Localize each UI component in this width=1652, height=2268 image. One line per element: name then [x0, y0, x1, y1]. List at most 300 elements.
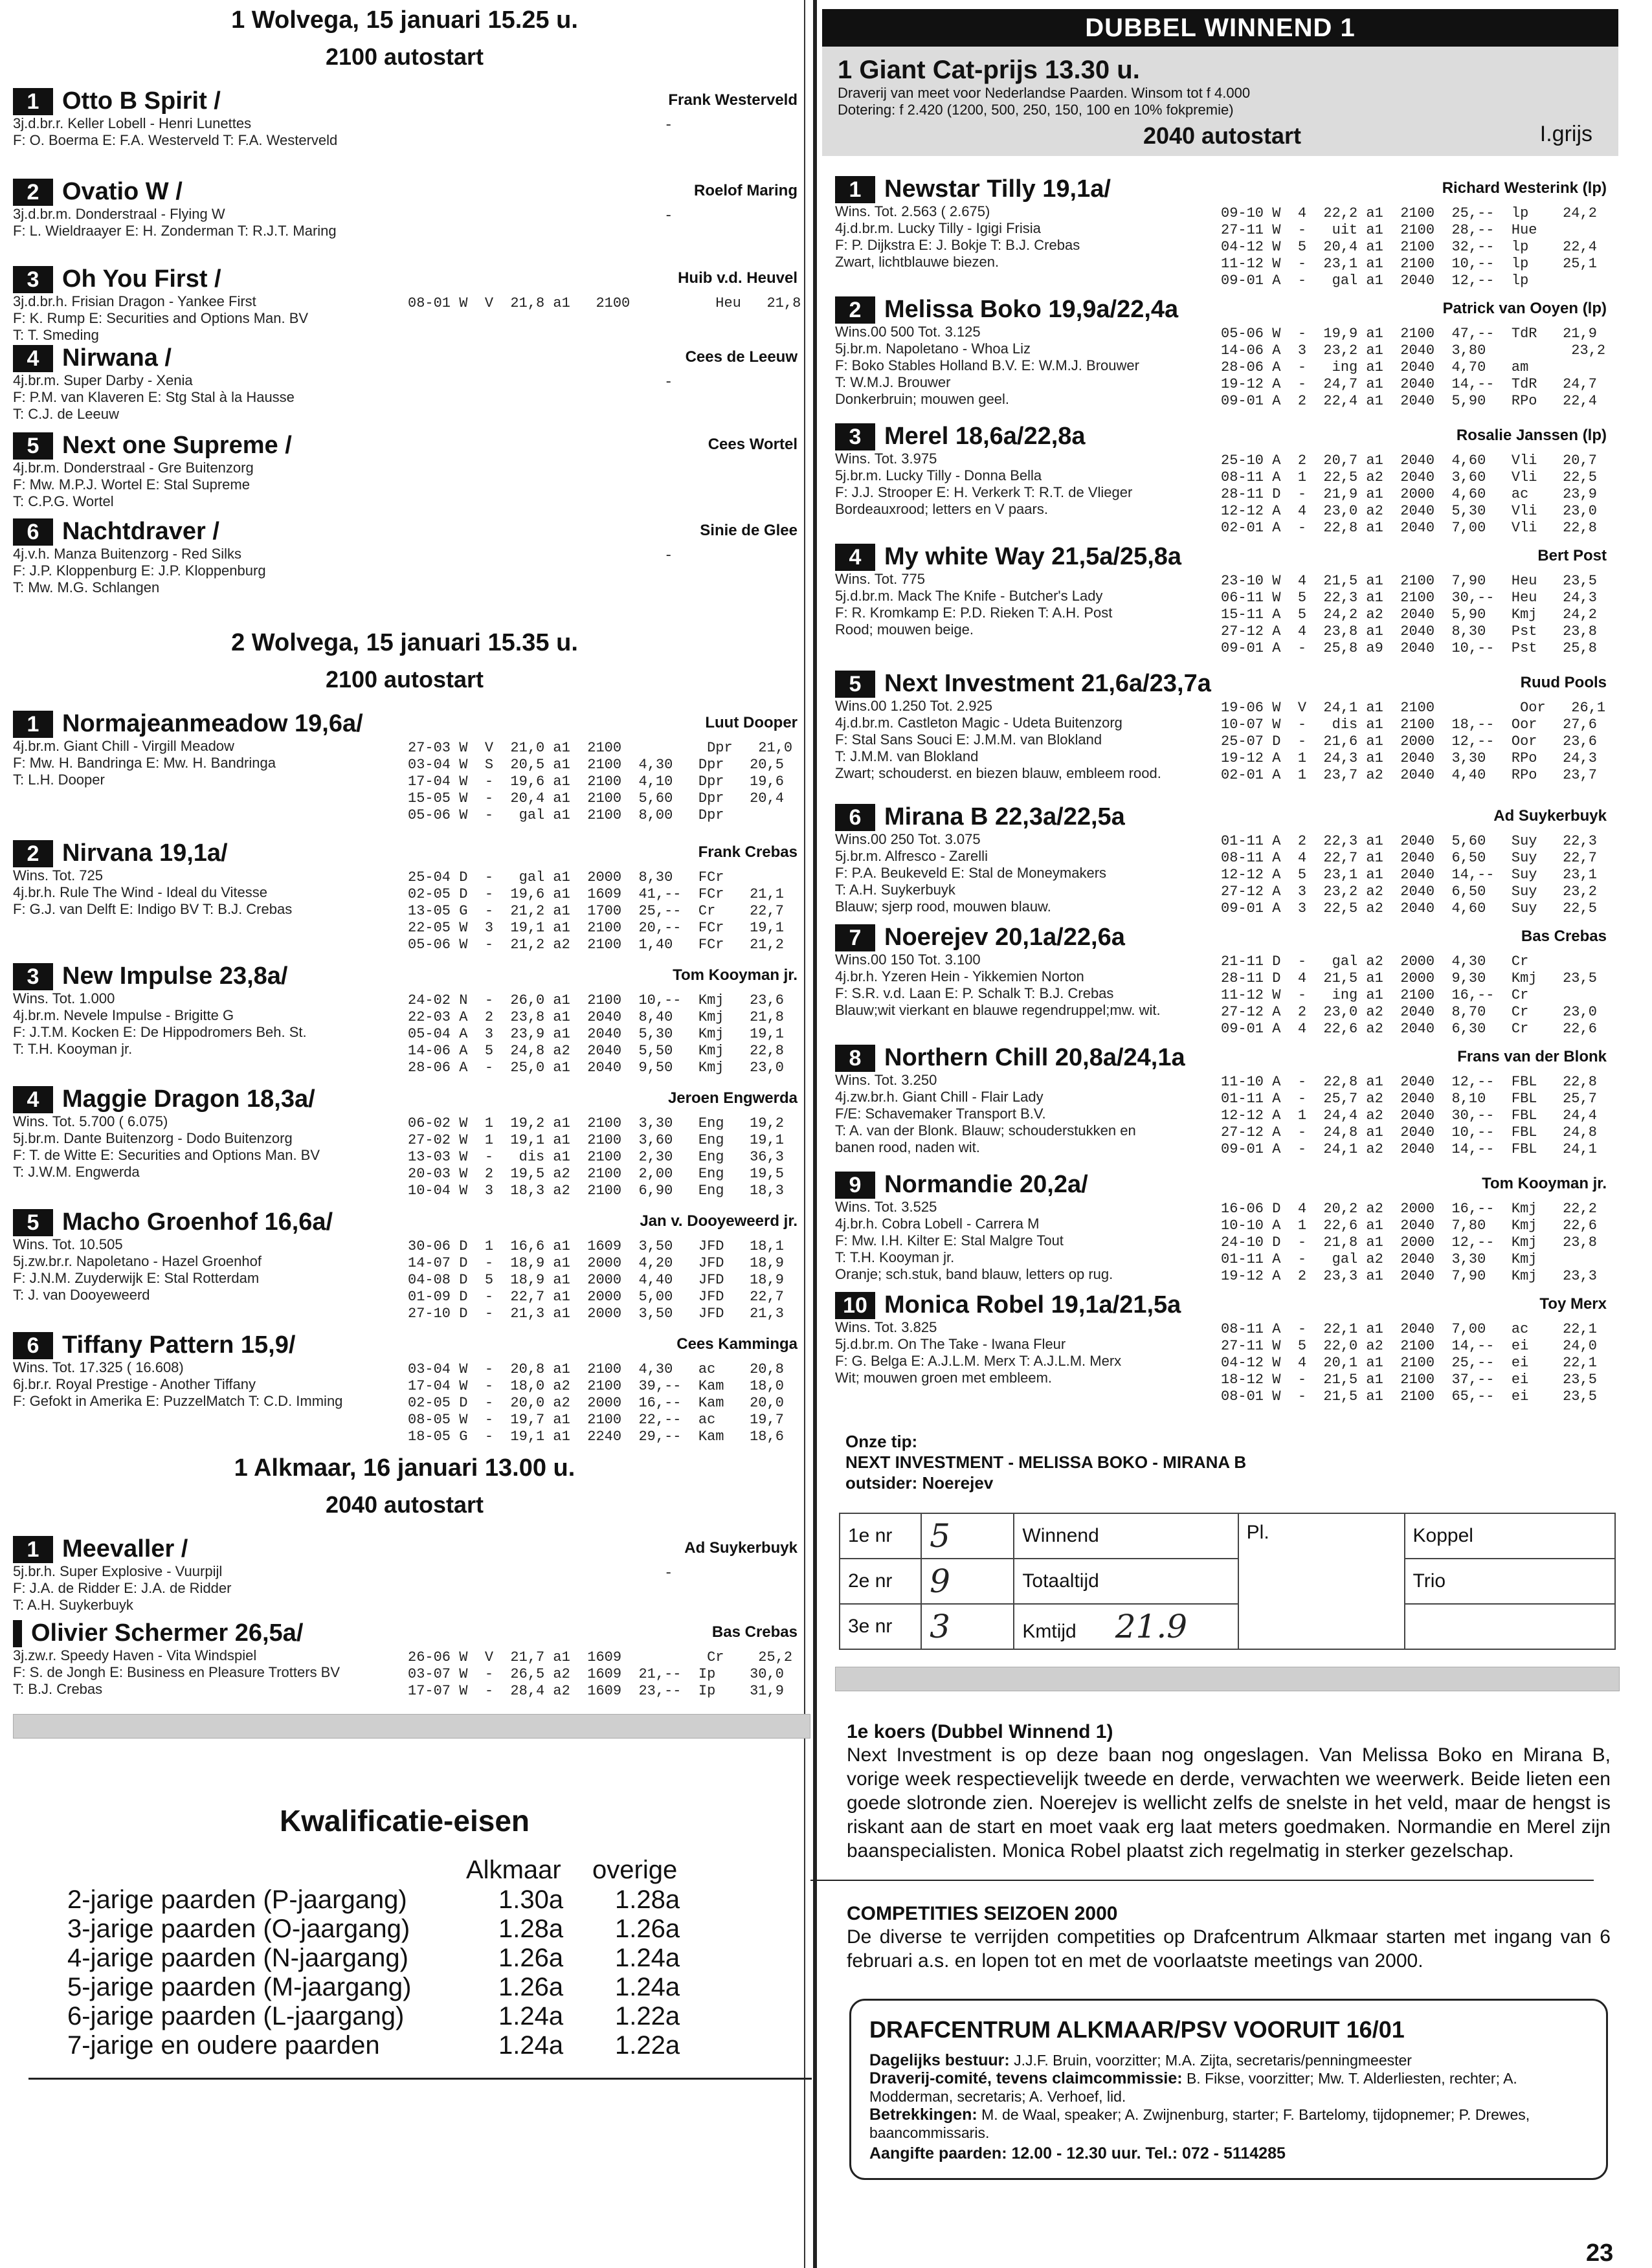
horse-entry	[0, 1619, 809, 1710]
horse-info-line: Wins. Tot. 725	[13, 867, 103, 884]
horse-info-line: Wins.00 1.250 Tot. 2.925	[835, 698, 992, 714]
race-results: 25-10 A 2 20,7 a1 2040 4,60 Vli 20,7 08-11 A 1 22,5 a2 2040 3,60 Vli 22,5 28-11 D - 21,9 a1 2000 4,60 ac 23,9 12-12 A 4 23,0 a2 2040 5,30 Vli 23,0 02-01 A - 22,8 a1 2040 7,00 Vli 22,8	[1221, 452, 1597, 536]
horse-info-line: 5j.br.m. Dante Buitenzorg - Dodo Buitenzorg	[13, 1130, 293, 1146]
driver-name: Toy Merx	[1539, 1295, 1607, 1313]
race-section	[0, 615, 809, 1454]
section-divider-bar	[835, 1667, 1620, 1691]
horse-name: Oh You First /	[62, 265, 221, 293]
horse-name-row	[13, 839, 809, 867]
driver-name: Bas Crebas	[1521, 928, 1607, 945]
right-column	[822, 0, 1618, 2267]
horse-info-line: F: Stal Sans Souci E: J.M.M. van Blokland	[835, 731, 1102, 748]
bet-cell[interactable]	[1238, 1513, 1405, 1649]
horse-info	[835, 951, 1223, 1019]
bet-label: 2e nr	[848, 1570, 893, 1592]
horse-entry	[822, 175, 1618, 296]
horse-entry	[0, 839, 809, 962]
start-number-badge: 1	[13, 1536, 53, 1563]
horse-info-line: T: T.H. Kooyman jr.	[13, 1041, 133, 1057]
horse-info	[13, 460, 414, 510]
horse-info-line: Wins.00 500 Tot. 3.125	[835, 324, 981, 340]
club-info-label: Betrekkingen:	[869, 2106, 977, 2124]
horse-name: Nirwana /	[62, 344, 172, 372]
overige-time: 1.28a	[615, 1885, 680, 1914]
bet-label: Koppel	[1412, 1525, 1473, 1546]
horse-name: Macho Groenhof 16,6a/	[62, 1208, 333, 1236]
driver-name: Sinie de Glee	[700, 522, 798, 539]
club-info-line	[869, 2051, 1588, 2069]
age-class: 3-jarige paarden (O-jaargang)	[67, 1915, 410, 1943]
race-results: 30-06 D 1 16,6 a1 1609 3,50 JFD 18,1 14-07 D - 18,9 a1 2000 4,20 JFD 18,9 04-08 D 5 18,9 a1 2000 4,40 JFD 18,9 01-09 D - 22,7 a1 2000 5,00 JFD 22,7 27-10 D - 21,3 a1 2000 3,50 JFD 21,3	[408, 1238, 784, 1322]
horse-entry	[0, 962, 809, 1085]
horse-info-line: F/E: Schavemaker Transport B.V.	[835, 1106, 1046, 1122]
horse-entry	[822, 423, 1618, 543]
race-results: -	[408, 1565, 673, 1581]
column-divider	[813, 0, 817, 2268]
driver-name: Cees Kamminga	[676, 1335, 798, 1353]
horse-info-line: Wins. Tot. 1.000	[13, 990, 115, 1006]
horse-info-line: Wins. Tot. 3.250	[835, 1072, 937, 1088]
driver-name: Jeroen Engwerda	[667, 1089, 798, 1107]
horse-name-row	[13, 518, 809, 546]
bet-label: Trio	[1412, 1570, 1446, 1592]
horse-entry	[0, 265, 809, 344]
bet-row	[840, 1559, 1615, 1604]
horse-entry	[0, 344, 809, 432]
race-results: -	[408, 117, 673, 133]
horse-info	[835, 324, 1223, 408]
bet-row	[840, 1604, 1615, 1649]
horse-info-line: F: Mw. H. Bandringa E: Mw. H. Bandringa	[13, 755, 276, 771]
bet-cell[interactable]	[921, 1513, 1014, 1559]
start-number-badge: 6	[13, 518, 53, 546]
horse-entry	[822, 924, 1618, 1044]
horse-info-line: F: P.M. van Klaveren E: Stg Stal à la Hausse	[13, 389, 295, 405]
horse-info-line: Zwart; schouderst. en biezen blauw, embleem rood.	[835, 765, 1161, 781]
horse-info-line: Wins.00 150 Tot. 3.100	[835, 951, 981, 968]
age-class: 7-jarige en oudere paarden	[67, 2031, 380, 2060]
bet-form	[839, 1513, 1616, 1650]
start-number-badge: 3	[835, 423, 875, 450]
horse-info-line: F: G. Belga E: A.J.L.M. Merx T: A.J.L.M. Merx	[835, 1353, 1122, 1369]
horse-name: Next one Supreme /	[62, 432, 292, 459]
race-results: 26-06 W V 21,7 a1 1609 Cr 25,2 03-07 W - 26,5 a2 1609 21,-- Ip 30,0 17-07 W - 28,4 a2 1609 23,-- Ip 31,9	[408, 1649, 793, 1699]
horse-name: New Impulse 23,8a/	[62, 962, 288, 990]
race-results: 09-10 W 4 22,2 a1 2100 25,-- lp 24,2 27-11 W - uit a1 2100 28,-- Hue 04-12 W 5 20,4 a1 2100 32,-- lp 22,4 11-12 W - 23,1 a1 2100 10,-- lp 25,1 09-01 A - gal a1 2040 12,-- lp	[1221, 205, 1597, 289]
horse-entry	[822, 1171, 1618, 1291]
start-number-badge: 4	[13, 1086, 53, 1113]
horse-info-line: 5j.br.m. Alfresco - Zarelli	[835, 848, 988, 864]
horse-name-row	[835, 1291, 1618, 1319]
bet-cell[interactable]	[1405, 1513, 1615, 1559]
horse-info-line: 5j.zw.br.r. Napoletano - Hazel Groenhof	[13, 1253, 262, 1269]
horse-name-row	[835, 543, 1618, 571]
start-number-badge: 6	[13, 1332, 53, 1359]
horse-list	[822, 156, 1618, 1405]
analysis-title: 1e koers (Dubbel Winnend 1)	[847, 1721, 1113, 1742]
alkmaar-time: 1.24a	[498, 2002, 564, 2030]
bet-cell[interactable]	[921, 1604, 1014, 1649]
horse-info-line: 4j.br.h. Rule The Wind - Ideal du Vitesse	[13, 884, 267, 900]
race-analysis	[822, 1691, 1611, 1863]
horse-name: Northern Chill 20,8a/24,1a	[884, 1044, 1185, 1071]
horse-info-line: Blauw;wit vierkant en blauwe regendruppel;mw. wit.	[835, 1002, 1161, 1018]
competition-notice	[822, 1881, 1611, 1973]
alkmaar-time: 1.28a	[498, 1915, 564, 1943]
race-results: 21-11 D - gal a2 2000 4,30 Cr 28-11 D 4 21,5 a1 2000 9,30 Kmj 23,5 11-12 W - ing a1 2100 16,-- Cr 27-12 A 2 23,0 a2 2040 8,70 Cr 23,0 09-01 A 4 22,6 a2 2040 6,30 Cr 22,6	[1221, 953, 1597, 1037]
driver-name: Richard Westerink (lp)	[1442, 179, 1607, 197]
race-header	[822, 47, 1618, 156]
horse-name: Melissa Boko 19,9a/22,4a	[884, 296, 1179, 323]
horse-info	[835, 571, 1223, 638]
tip-line: NEXT INVESTMENT - MELISSA BOKO - MIRANA B	[845, 1452, 1247, 1472]
start-number-badge: 9	[835, 1172, 875, 1199]
bet-label: Winnend	[1022, 1525, 1099, 1546]
bet-row	[840, 1513, 1615, 1559]
race-results: 16-06 D 4 20,2 a2 2000 16,-- Kmj 22,2 10-10 A 1 22,6 a1 2040 7,80 Kmj 22,6 24-10 D - 21,8 a1 2000 12,-- Kmj 23,8 01-11 A - gal a2 2040 3,30 Kmj 19-12 A 2 23,3 a1 2040 7,90 Kmj 23,3	[1221, 1201, 1597, 1284]
horse-name: Maggie Dragon 18,3a/	[62, 1085, 315, 1113]
horse-info-line: 4j.zw.br.h. Giant Chill - Flair Lady	[835, 1089, 1044, 1105]
horse-entry	[0, 178, 809, 265]
race-results: 24-02 N - 26,0 a1 2100 10,-- Kmj 23,6 22-03 A 2 23,8 a1 2040 8,40 Kmj 21,8 05-04 A 3 23,9 a1 2040 5,30 Kmj 19,1 14-06 A 5 24,8 a2 2040 5,50 Kmj 22,8 28-06 A - 25,0 a1 2040 9,50 Kmj 23,0	[408, 992, 784, 1076]
start-number-badge: 1	[13, 711, 53, 738]
driver-name: Bas Crebas	[711, 1623, 798, 1641]
driver-name: Jan v. Dooyeweerd jr.	[640, 1212, 798, 1230]
horse-info-line: F: J.N.M. Zuyderwijk E: Stal Rotterdam	[13, 1270, 260, 1286]
horse-info	[13, 372, 414, 423]
horse-info-line: F: S.R. v.d. Laan E: P. Schalk T: B.J. Crebas	[835, 985, 1114, 1001]
driver-name: Roelof Maring	[694, 182, 798, 199]
horse-info-line: F: K. Rump E: Securities and Options Man. BV	[13, 310, 309, 326]
horse-info-line: T: J.W.M. Engwerda	[13, 1164, 140, 1180]
start-number-badge: 6	[835, 804, 875, 831]
race-results: 06-02 W 1 19,2 a1 2100 3,30 Eng 19,2 27-02 W 1 19,1 a1 2100 3,60 Eng 19,1 13-03 W - dis a1 2100 2,30 Eng 36,3 20-03 W 2 19,5 a2 2100 2,00 Eng 19,5 10-04 W 3 18,3 a2 2100 6,90 Eng 18,3	[408, 1115, 784, 1199]
race-results: 01-11 A 2 22,3 a1 2040 5,60 Suy 22,3 08-11 A 4 22,7 a1 2040 6,50 Suy 22,7 12-12 A 5 23,1 a1 2040 14,-- Suy 23,1 27-12 A 3 23,2 a2 2040 6,50 Suy 23,2 09-01 A 3 22,5 a2 2040 4,60 Suy 22,5	[1221, 833, 1597, 917]
bet-cell[interactable]	[840, 1559, 921, 1604]
horse-name: Nirvana 19,1a/	[62, 839, 228, 867]
driver-name: Cees Wortel	[708, 436, 798, 453]
horse-info-line: Blauw; sjerp rood, mouwen blauw.	[835, 898, 1051, 915]
qualification-row	[0, 1972, 809, 2001]
horse-info-line: Wins. Tot. 3.825	[835, 1319, 937, 1335]
horse-info	[835, 1072, 1223, 1156]
bet-cell[interactable]	[1405, 1559, 1615, 1604]
race-section	[0, 0, 809, 615]
horse-info	[13, 990, 414, 1058]
race-results: 05-06 W - 19,9 a1 2100 47,-- TdR 21,9 14-06 A 3 23,2 a1 2040 3,80 23,2 28-06 A - ing a1 2040 4,70 am 19-12 A - 24,7 a1 2040 14,-- TdR 24,7 09-01 A 2 22,4 a1 2040 5,90 RPo 22,4	[1221, 326, 1606, 409]
horse-info-line: F: G.J. van Delft E: Indigo BV T: B.J. Crebas	[13, 901, 293, 917]
bet-label: 1e nr	[848, 1525, 893, 1546]
bet-cell[interactable]	[840, 1513, 921, 1559]
bet-cell[interactable]	[921, 1559, 1014, 1604]
left-column	[0, 0, 809, 2080]
start-number-badge: 8	[835, 1045, 875, 1072]
horse-entry	[0, 87, 809, 178]
start-number-badge: 4	[13, 345, 53, 372]
horse-info	[13, 1563, 414, 1614]
horse-name: Newstar Tilly 19,1a/	[884, 175, 1111, 203]
race-results: 25-04 D - gal a1 2000 8,30 FCr 02-05 D - 19,6 a1 1609 41,-- FCr 21,1 13-05 G - 21,2 a1 1700 25,-- Cr 22,7 22-05 W 3 19,1 a1 2100 20,-- FCr 19,1 05-06 W - 21,2 a2 2100 1,40 FCr 21,2	[408, 869, 784, 953]
age-class: 6-jarige paarden (L-jaargang)	[67, 2002, 405, 2030]
bet-cell[interactable]	[1014, 1513, 1238, 1559]
horse-info-line: 4j.v.h. Manza Buitenzorg - Red Silks	[13, 546, 241, 562]
horse-info-line: Donkerbruin; mouwen geel.	[835, 391, 1010, 407]
horse-info-line: 5j.d.br.m. On The Take - Iwana Fleur	[835, 1336, 1066, 1352]
driver-name: Ad Suykerbuyk	[1493, 807, 1607, 825]
meeting-title: 2 Wolvega, 15 januari 15.35 u.	[231, 629, 578, 656]
horse-entry	[0, 432, 809, 518]
horse-entry	[822, 296, 1618, 423]
horse-entry	[822, 1044, 1618, 1171]
horse-info-line: F: Gefokt in Amerika E: PuzzelMatch T: C.D. Imming	[13, 1393, 343, 1409]
horse-info	[835, 698, 1223, 782]
horse-info-line: 3j.d.br.r. Keller Lobell - Henri Lunettes	[13, 115, 252, 131]
race-distance: 2100 autostart	[325, 43, 484, 70]
horse-info-line: T: C.P.G. Wortel	[13, 493, 114, 509]
horse-info-line: T: T.H. Kooyman jr.	[835, 1249, 955, 1265]
bet-cell[interactable]	[1014, 1604, 1238, 1649]
driver-name: Frans van der Blonk	[1457, 1048, 1607, 1065]
horse-info-line: F: O. Boerma E: F.A. Westerveld T: F.A. Westerveld	[13, 132, 338, 148]
horse-info-line: 5j.br.m. Napoletano - Whoa Liz	[835, 340, 1031, 357]
driver-name: Cees de Leeuw	[685, 348, 798, 366]
horse-entry	[822, 803, 1618, 924]
age-class: 2-jarige paarden (P-jaargang)	[67, 1885, 407, 1914]
horse-info-line: Rood; mouwen beige.	[835, 621, 974, 638]
race-distance: 2100 autostart	[325, 666, 484, 693]
horse-info-line: Wins. Tot. 2.563 ( 2.675)	[835, 203, 990, 219]
bet-cell[interactable]	[1405, 1604, 1615, 1649]
horse-name: Nachtdraver /	[62, 518, 219, 545]
bet-label: Pl.	[1246, 1522, 1269, 1543]
registration-time: Aangifte paarden: 12.00 - 12.30 uur. Tel.: 072 - 5114285	[869, 2144, 1286, 2162]
bet-cell[interactable]	[1014, 1559, 1238, 1604]
handwritten-kmtime: 21.9	[1115, 1608, 1188, 1645]
horse-info-line: Wins. Tot. 10.505	[13, 1236, 123, 1252]
section-divider-bar	[13, 1714, 810, 1739]
club-info-label: Draverij-comité, tevens claimcommissie:	[869, 2069, 1183, 2087]
horse-info-line: 6j.br.r. Royal Prestige - Another Tiffany	[13, 1376, 256, 1392]
overige-time: 1.22a	[615, 2002, 680, 2030]
horse-info	[835, 1319, 1223, 1386]
driver-name: Frank Crebas	[698, 843, 798, 861]
horse-info	[13, 867, 414, 918]
horse-info	[13, 206, 414, 239]
section-banner: DUBBEL WINNEND 1	[822, 9, 1618, 47]
race-results: -	[408, 208, 673, 224]
start-number-badge: 5	[835, 671, 875, 698]
meeting-title: 1 Wolvega, 15 januari 15.25 u.	[231, 6, 578, 34]
horse-name: Next Investment 21,6a/23,7a	[884, 670, 1211, 697]
horse-name: Monica Robel 19,1a/21,5a	[884, 1291, 1181, 1318]
horse-info-line: Bordeauxrood; letters en V paars.	[835, 501, 1048, 517]
driver-name: Frank Westerveld	[668, 91, 798, 109]
horse-info-line: Wins. Tot. 17.325 ( 16.608)	[13, 1359, 184, 1375]
horse-entry	[822, 670, 1618, 803]
driver-name: Tom Kooyman jr.	[673, 966, 798, 984]
race-results: 19-06 W V 24,1 a1 2100 Oor 26,1 10-07 W - dis a1 2100 18,-- Oor 27,6 25-07 D - 21,6 a1 2000 12,-- Oor 23,6 19-12 A 1 24,3 a1 2040 3,30 RPo 24,3 02-01 A 1 23,7 a2 2040 4,40 RPo 23,7	[1221, 700, 1606, 783]
horse-info-line: F: S. de Jongh E: Business en Pleasure Trotters BV	[13, 1664, 340, 1680]
horse-info-line: Wit; mouwen groen met embleem.	[835, 1370, 1053, 1386]
start-number-badge: 1	[13, 88, 53, 115]
horse-info	[13, 1113, 414, 1181]
club-info-text: B. Fikse, voorzitter; Mw. T. Alderliesten, rechter; A. Modderman, secretaris; A. Verhoef, lid.	[869, 2070, 1517, 2105]
competition-text: De diverse te verrijden competities op Drafcentrum Alkmaar starten met ingang van 6 februari a.s. en lopen tot en met de voorlaatste meetings van 2000.	[847, 1926, 1611, 1972]
overige-time: 1.24a	[615, 1973, 680, 2001]
horse-entry	[0, 710, 809, 839]
horse-info-line: Wins. Tot. 3.525	[835, 1199, 937, 1215]
race-description: Draverij van meet voor Nederlandse Paarden. Winsom tot f 4.000	[838, 85, 1251, 101]
driver-name: Luut Dooper	[705, 714, 798, 731]
alkmaar-time: 1.30a	[498, 1885, 564, 1914]
start-number-badge: 2	[13, 179, 53, 206]
horse-info	[835, 831, 1223, 915]
horse-info-line: T: L.H. Dooper	[13, 772, 105, 788]
horse-info-line: 3j.d.br.h. Frisian Dragon - Yankee First	[13, 293, 256, 309]
start-number-badge: 1	[835, 176, 875, 203]
driver-name: Bert Post	[1537, 547, 1607, 564]
horse-name-row	[835, 924, 1618, 951]
age-class: 4-jarige paarden (N-jaargang)	[67, 1944, 408, 1972]
horse-name: Meevaller /	[62, 1535, 188, 1562]
horse-name: Tiffany Pattern 15,9/	[62, 1331, 296, 1359]
start-number-badge: 3	[13, 963, 53, 990]
horse-name: Merel 18,6a/22,8a	[884, 423, 1086, 450]
tip-section	[822, 1405, 1618, 1493]
meeting-title: 1 Alkmaar, 16 januari 13.00 u.	[234, 1454, 575, 1482]
race-results: 27-03 W V 21,0 a1 2100 Dpr 21,0 03-04 W S 20,5 a1 2100 4,30 Dpr 20,5 17-04 W - 19,6 a1 2100 4,10 Dpr 19,6 15-05 W - 20,4 a1 2100 5,60 Dpr 20,4 05-06 W - gal a1 2100 8,00 Dpr	[408, 740, 793, 823]
horse-info	[13, 1647, 414, 1698]
race-results: 03-04 W - 20,8 a1 2100 4,30 ac 20,8 17-04 W - 18,0 a2 2100 39,-- Kam 18,0 02-05 D - 20,0 a2 2000 16,-- Kam 20,0 08-05 W - 19,7 a1 2100 22,-- ac 19,7 18-05 G - 19,1 a1 2240 29,-- Kam 18,6	[408, 1361, 784, 1445]
horse-info	[835, 203, 1223, 271]
driver-name: Tom Kooyman jr.	[1482, 1175, 1607, 1192]
alkmaar-time: 1.24a	[498, 2031, 564, 2060]
horse-name: Otto B Spirit /	[62, 87, 221, 115]
horse-name-row	[835, 670, 1618, 698]
horse-info	[835, 450, 1223, 518]
horse-info-line: 3j.zw.r. Speedy Haven - Vita Windspiel	[13, 1647, 257, 1663]
club-info-line	[869, 2069, 1588, 2106]
horse-name: My white Way 21,5a/25,8a	[884, 543, 1182, 570]
horse-info	[13, 1359, 414, 1410]
horse-info	[13, 1236, 414, 1304]
horse-info-line: Wins. Tot. 3.975	[835, 450, 937, 467]
analysis-text: Next Investment is op deze baan nog ongeslagen. Van Melissa Boko en Mirana B, vorige week respectievelijk tweede en derde, verwachten we weerwerk. Beide lieten een goede slotronde zien. Noerejev is wellicht zelfs de snelste in het veld, maar de hengst is riskant aan de start en moet vaak erg laat meters goedmaken. Normandie en Merel zijn baanspecialisten. Monica Robel plaatst zich regelmatig in sterker gezelschap.	[847, 1744, 1611, 1862]
horse-info-line: 4j.br.h. Cobra Lobell - Carrera M	[835, 1216, 1040, 1232]
horse-info	[13, 293, 414, 344]
driver-name: Rosalie Janssen (lp)	[1456, 427, 1607, 444]
qualification-row	[0, 1885, 809, 1914]
horse-name-row	[13, 178, 809, 206]
horse-info-line: Wins. Tot. 5.700 ( 6.075)	[13, 1113, 168, 1129]
qualification-row	[0, 1914, 809, 1943]
club-info-text: J.J.F. Bruin, voorzitter; M.A. Zijta, secretaris/penningmeester	[1009, 2052, 1412, 2069]
horse-info-line: F: L. Wieldraayer E: H. Zonderman T: R.J.T. Maring	[13, 223, 337, 239]
start-number-badge: 4	[835, 544, 875, 571]
overige-time: 1.26a	[615, 1915, 680, 1943]
grade-label: I.grijs	[1539, 122, 1592, 146]
club-info-label: Dagelijks bestuur:	[869, 2051, 1010, 2069]
race-title: 1 Giant Cat-prijs 13.30 u.	[838, 56, 1140, 84]
horse-entry	[0, 1085, 809, 1208]
horse-name: Mirana B 22,3a/22,5a	[884, 803, 1125, 830]
horse-info-line: 4j.br.m. Super Darby - Xenia	[13, 372, 193, 388]
club-title: DRAFCENTRUM ALKMAAR/PSV VOORUIT 16/01	[869, 2016, 1405, 2043]
race-results: 11-10 A - 22,8 a1 2040 12,-- FBL 22,8 01-11 A - 25,7 a2 2040 8,10 FBL 25,7 12-12 A 1 24,4 a2 2040 30,-- FBL 24,4 27-12 A - 24,8 a1 2040 10,-- FBL 24,8 09-01 A - 24,1 a2 2040 14,-- FBL 24,1	[1221, 1074, 1597, 1157]
horse-info-line: T: A. van der Blonk. Blauw; schouderstukken en	[835, 1122, 1136, 1139]
horse-info-line: 5j.br.m. Lucky Tilly - Donna Bella	[835, 467, 1042, 484]
horse-info-line: 5j.br.h. Super Explosive - Vuurpijl	[13, 1563, 223, 1579]
horse-info-line: T: J.M.M. van Blokland	[835, 748, 979, 764]
qualification-row	[0, 2001, 809, 2030]
club-info-text: M. de Waal, speaker; A. Zwijnenburg, starter; F. Bartelomy, tijdopnemer; P. Drewes, baancommissaris.	[869, 2106, 1530, 2141]
horse-info-line: T: B.J. Crebas	[13, 1681, 103, 1697]
driver-name: Ad Suykerbuyk	[684, 1539, 798, 1557]
horse-name: Normandie 20,2a/	[884, 1171, 1088, 1198]
age-class: 5-jarige paarden (M-jaargang)	[67, 1973, 412, 2001]
horse-info-line: F: Mw. I.H. Kilter E: Stal Malgre Tout	[835, 1232, 1064, 1249]
start-number-badge: 2	[835, 296, 875, 324]
horse-entry	[822, 1291, 1618, 1405]
horse-info-line: F: Boko Stables Holland B.V. E: W.M.J. Brouwer	[835, 357, 1139, 373]
horse-name: Olivier Schermer 26,5a/	[31, 1619, 304, 1647]
horse-info-line: F: J.A. de Ridder E: J.A. de Ridder	[13, 1580, 232, 1596]
bet-label: 3e nr	[848, 1616, 893, 1637]
horse-entry	[822, 543, 1618, 670]
bet-label: Totaaltijd	[1022, 1570, 1099, 1592]
race-results: -	[408, 548, 673, 564]
driver-name: Patrick van Ooyen (lp)	[1442, 300, 1607, 317]
horse-info-line: 4j.br.m. Nevele Impulse - Brigitte G	[13, 1007, 234, 1023]
horse-info-line: Wins. Tot. 775	[835, 571, 925, 587]
qualification-section	[0, 1739, 809, 2080]
qualification-row	[0, 2030, 809, 2060]
race-results: 23-10 W 4 21,5 a1 2100 7,90 Heu 23,5 06-11 W 5 22,3 a1 2100 30,-- Heu 24,3 15-11 A 5 24,2 a2 2040 5,90 Kmj 24,2 27-12 A 4 23,8 a1 2040 8,30 Pst 23,8 09-01 A - 25,8 a9 2040 10,-- Pst 25,8	[1221, 573, 1597, 656]
alkmaar-time: 1.26a	[498, 1973, 564, 2001]
race-results: 08-11 A - 22,1 a1 2040 7,00 ac 22,1 27-11 W 5 22,0 a2 2100 14,-- ei 24,0 04-12 W 4 20,1 a1 2100 25,-- ei 22,1 18-12 W - 21,5 a1 2100 37,-- ei 23,5 08-01 W - 21,5 a1 2100 65,-- ei 23,5	[1221, 1321, 1597, 1405]
horse-info-line: F: J.T.M. Kocken E: De Hippodromers Beh. St.	[13, 1024, 307, 1040]
overige-time: 1.22a	[615, 2031, 680, 2060]
horse-name: Normajeanmeadow 19,6a/	[62, 710, 363, 737]
horse-info-line: Oranje; sch.stuk, band blauw, letters op rug.	[835, 1266, 1113, 1282]
qualification-header	[0, 1855, 809, 1885]
qualification-row	[0, 1943, 809, 1972]
horse-info-line: 4j.d.br.m. Castleton Magic - Udeta Buitenzorg	[835, 715, 1122, 731]
horse-info-line: 5j.d.br.m. Mack The Knife - Butcher's Lady	[835, 588, 1103, 604]
horse-info-line: 4j.d.br.m. Lucky Tilly - Igigi Frisia	[835, 220, 1041, 236]
horse-info-line: T: W.M.J. Brouwer	[835, 374, 951, 390]
race-distance: 2040 autostart	[325, 1491, 484, 1518]
club-info-box	[849, 1999, 1608, 2180]
driver-name: Huib v.d. Heuvel	[678, 269, 798, 287]
horse-entry	[0, 1331, 809, 1454]
horse-name-row	[13, 1619, 809, 1647]
horse-info	[13, 115, 414, 149]
horse-info-line: 4j.br.m. Giant Chill - Virgill Meadow	[13, 738, 234, 754]
horse-info-line: banen rood, naden wit.	[835, 1139, 980, 1155]
horse-info-line: 3j.d.br.m. Donderstraal - Flying W	[13, 206, 225, 222]
tip-outsider: outsider: Noerejev	[845, 1473, 994, 1493]
horse-info-line: T: C.J. de Leeuw	[13, 406, 119, 422]
horse-info-line: 4j.br.m. Donderstraal - Gre Buitenzorg	[13, 460, 254, 476]
bet-label: Kmtijd	[1022, 1621, 1077, 1642]
bet-cell[interactable]	[840, 1604, 921, 1649]
race-section	[0, 1454, 809, 1710]
club-info-line	[869, 2106, 1588, 2142]
overige-time: 1.24a	[615, 1944, 680, 1972]
horse-info-line: T: J. van Dooyeweerd	[13, 1287, 150, 1303]
horse-info-line: T: T. Smeding	[13, 327, 99, 343]
